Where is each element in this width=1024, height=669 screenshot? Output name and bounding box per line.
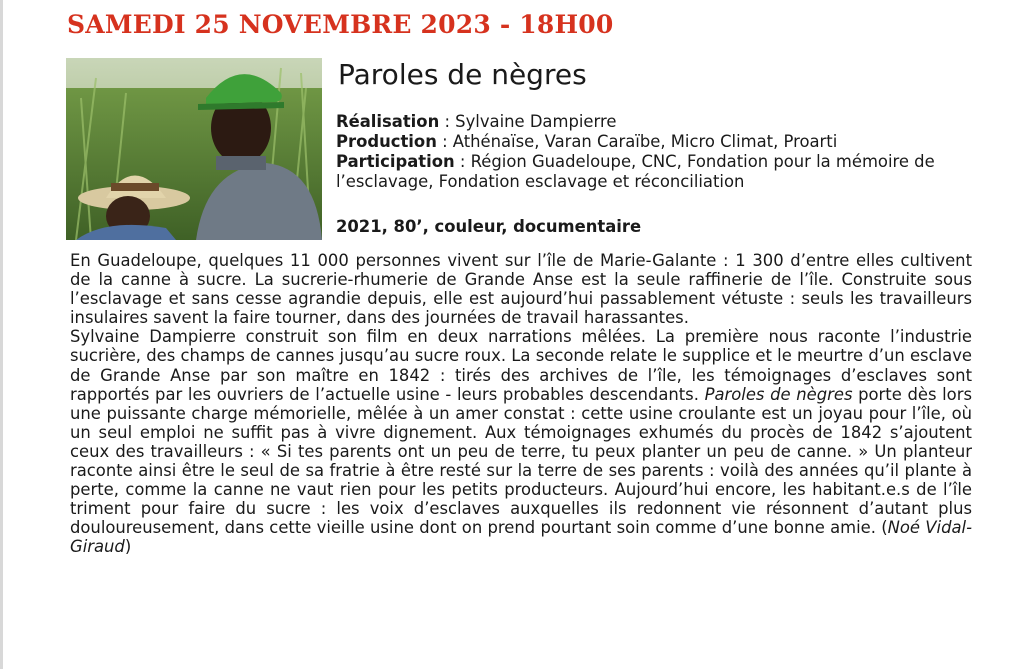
closing-parenthesis: )	[124, 537, 132, 557]
film-still-photo	[66, 58, 322, 240]
film-still-illustration	[66, 58, 322, 240]
credit-value: : Région Guadeloupe, CNC, Fondation pour la mémoire de l’esclavage, Fondation esclavage et réconciliation	[336, 152, 935, 191]
screening-date-heading: SAMEDI 25 NOVEMBRE 2023 - 18H00	[67, 10, 614, 39]
page-edge-divider	[0, 0, 3, 669]
credit-key: Production	[336, 132, 437, 151]
film-specs: 2021, 80’, couleur, documentaire	[336, 217, 642, 236]
film-title: Paroles de nègres	[338, 58, 587, 91]
synopsis	[70, 251, 972, 557]
credit-key: Réalisation	[336, 112, 440, 131]
review-author: Noé Vidal-Giraud	[70, 518, 972, 557]
synopsis-text: porte dès lors une puissante charge mémorielle, mêlée à un amer constat : cette usine croulante est un joyau pour l’île, où un seul emploi ne suffit pas à vivre dignement. Aux témoignages exhumés du procès de 1842 s’ajoutent ceux des travailleurs : « Si tes parents ont un peu de terre, tu peux planter un peu de canne. » Un planteur raconte ainsi être le seul de sa fratrie à être resté sur la terre de ses parents : voilà des années qu’il plante à perte, comme la canne ne vaut rien pour les petits producteurs. Aujourd’hui encore, les habitant.e.s de l’île triment pour faire du sucre : les voix d’esclaves auxquelles ils redonnent vie résonnent d’autant plus douloureusement, dans cette vieille usine dont on prend pourtant soin comme d’une bonne amie. (	[70, 384, 972, 538]
film-credits	[336, 112, 976, 192]
credit-production	[336, 132, 976, 152]
synopsis-text: Sylvaine Dampierre construit son film en deux narrations mêlées. La première nous raconte l’industrie sucrière, des champs de cannes jusqu’au sucre roux. La seconde relate le supplice et le meurtre d’un esclave de Grande Anse par son maître en 1842 : tirés des archives de l’île, les témoignages d’esclaves sont rapportés par les ouvriers de l’actuelle usine - leurs probables descendants.	[70, 327, 972, 404]
synopsis-paragraph-1: En Guadeloupe, quelques 11 000 personnes vivent sur l’île de Marie-Galante : 1 300 d’entre elles cultivent de la canne à sucre. La sucrerie-rhumerie de Grande Anse est la seule raffinerie de l’île. Construite sous l’esclavage et sans cesse agrandie depuis, elle est aujourd’hui passablement vétuste : seuls les travailleurs insulaires savent la faire tourner, dans des journées de travail harassantes.	[70, 251, 972, 328]
credit-value: : Sylvaine Dampierre	[439, 112, 617, 131]
film-title-italic: Paroles de nègres	[704, 384, 853, 404]
synopsis-paragraph-2	[70, 327, 972, 556]
credit-key: Participation	[336, 152, 455, 171]
credit-director	[336, 112, 976, 132]
credit-participation	[336, 152, 976, 192]
credit-value: : Athénaïse, Varan Caraïbe, Micro Climat, Proarti	[436, 132, 838, 151]
